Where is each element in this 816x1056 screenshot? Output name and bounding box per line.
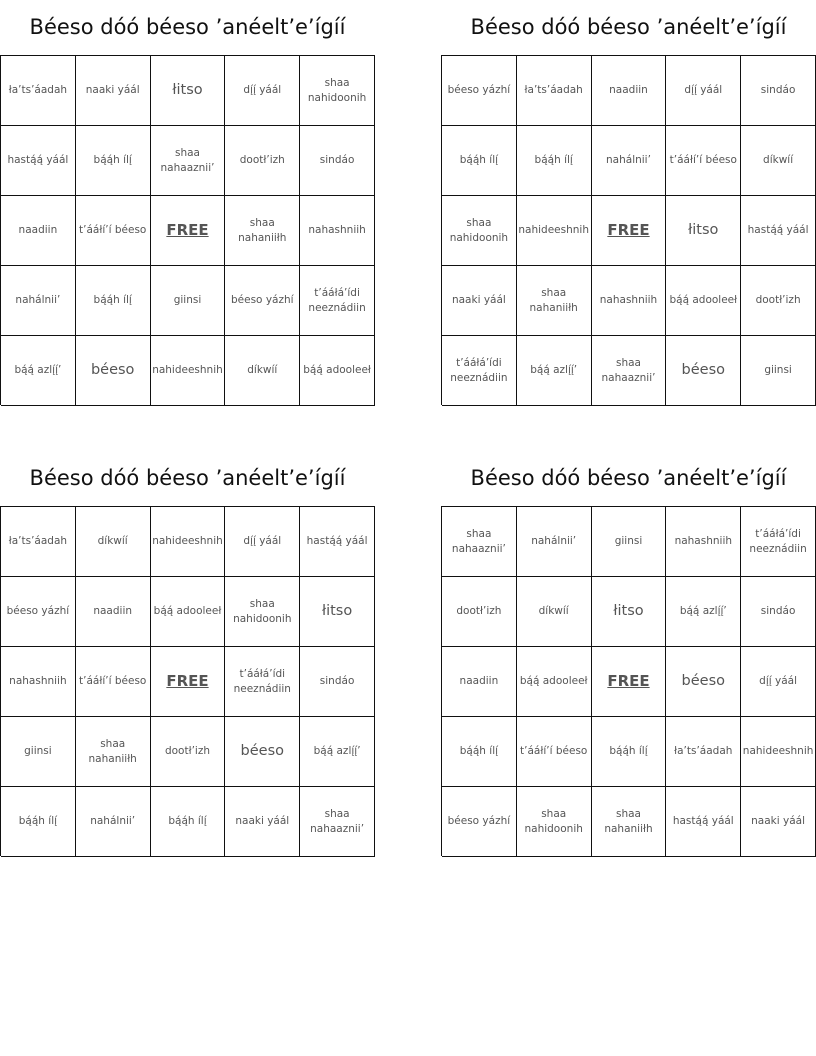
bingo-cell: shaa nahaniiłh xyxy=(76,717,151,787)
free-space-cell: FREE xyxy=(151,647,226,717)
bingo-cell: béeso xyxy=(666,647,741,717)
bingo-cell: bą́ą́h ílį́ xyxy=(76,126,151,196)
bingo-cell: sindáo xyxy=(300,126,375,196)
bingo-cell: nahideeshnih xyxy=(741,717,816,787)
bingo-cell: shaa nahidoonih xyxy=(442,196,517,266)
bingo-cell: hastą́ą́ yáál xyxy=(666,787,741,857)
bingo-cell: t’ááłá’ídi neeznádiin xyxy=(300,266,375,336)
bingo-cell: dootł’izh xyxy=(741,266,816,336)
bingo-grid xyxy=(0,506,375,856)
bingo-cell: nahálnii’ xyxy=(1,266,76,336)
bingo-cell: shaa nahaniiłh xyxy=(225,196,300,266)
bingo-cell: nahashniih xyxy=(666,507,741,577)
free-space-cell: FREE xyxy=(151,196,226,266)
bingo-cell: bą́ą́h ílį́ xyxy=(442,717,517,787)
bingo-cell: hastą́ą́ yáál xyxy=(1,126,76,196)
bingo-cell: nahashniih xyxy=(300,196,375,266)
bingo-cell: nahideeshnih xyxy=(151,507,226,577)
card-title: Béeso dóó béeso ’anéelt’e’ígíí xyxy=(29,15,346,39)
bingo-cell: t’ááłí’í béeso xyxy=(666,126,741,196)
bingo-cell: béeso xyxy=(225,717,300,787)
bingo-cell: béeso yázhí xyxy=(1,577,76,647)
bingo-cell: bą́ą́h ílį́ xyxy=(517,126,592,196)
bingo-cell: łitso xyxy=(666,196,741,266)
bingo-card-4 xyxy=(441,451,816,856)
bingo-card-2 xyxy=(441,0,816,405)
bingo-cell: bą́ą́h ílį́ xyxy=(76,266,151,336)
bingo-cell: giinsi xyxy=(741,336,816,406)
bingo-cell: t’ááłí’í béeso xyxy=(76,196,151,266)
bingo-cell: naadiin xyxy=(76,577,151,647)
bingo-cell: ła’ts’áadah xyxy=(517,56,592,126)
bingo-cell: bą́ą́ azlį́į́’ xyxy=(300,717,375,787)
bingo-cell: giinsi xyxy=(151,266,226,336)
bingo-cell: shaa nahidoonih xyxy=(225,577,300,647)
bingo-cell: sindáo xyxy=(741,56,816,126)
bingo-cell: bą́ą́h ílį́ xyxy=(442,126,517,196)
bingo-cell: shaa nahidoonih xyxy=(300,56,375,126)
bingo-cell: naaki yáál xyxy=(442,266,517,336)
bingo-cell: shaa nahaaznii’ xyxy=(592,336,667,406)
bingo-cell: shaa nahaniiłh xyxy=(517,266,592,336)
bingo-cell: béeso yázhí xyxy=(442,787,517,857)
bingo-cell: shaa nahaniiłh xyxy=(592,787,667,857)
bingo-cell: giinsi xyxy=(592,507,667,577)
bingo-cell: bą́ą́h ílį́ xyxy=(151,787,226,857)
bingo-cell: dį́į́ yáál xyxy=(741,647,816,717)
bingo-cell: béeso xyxy=(666,336,741,406)
bingo-cell: ła’ts’áadah xyxy=(1,56,76,126)
bingo-cell: béeso yázhí xyxy=(225,266,300,336)
bingo-cell: hastą́ą́ yáál xyxy=(741,196,816,266)
card-title: Béeso dóó béeso ’anéelt’e’ígíí xyxy=(470,466,787,490)
bingo-cell: nahashniih xyxy=(1,647,76,717)
card-title: Béeso dóó béeso ’anéelt’e’ígíí xyxy=(29,466,346,490)
bingo-cell: łitso xyxy=(300,577,375,647)
bingo-grid xyxy=(441,506,816,856)
bingo-cell: naadiin xyxy=(592,56,667,126)
bingo-cell: bą́ą́ adooleeł xyxy=(517,647,592,717)
bingo-cell: naaki yáál xyxy=(76,56,151,126)
bingo-cell: giinsi xyxy=(1,717,76,787)
bingo-cell: nahálnii’ xyxy=(517,507,592,577)
bingo-cell: t’ááłí’í béeso xyxy=(76,647,151,717)
free-space-cell: FREE xyxy=(592,196,667,266)
bingo-cell: díkwíí xyxy=(741,126,816,196)
bingo-card-1 xyxy=(0,0,375,405)
bingo-card-3 xyxy=(0,451,375,856)
bingo-cell: łitso xyxy=(592,577,667,647)
free-space-cell: FREE xyxy=(592,647,667,717)
bingo-cell: t’ááłá’ídi neeznádiin xyxy=(741,507,816,577)
bingo-cell: t’ááłá’ídi neeznádiin xyxy=(442,336,517,406)
bingo-cell: dootł’izh xyxy=(225,126,300,196)
bingo-cell: bą́ą́ azlį́į́’ xyxy=(666,577,741,647)
bingo-cell: naadiin xyxy=(1,196,76,266)
bingo-cell: nahideeshnih xyxy=(517,196,592,266)
bingo-cell: nahálnii’ xyxy=(592,126,667,196)
bingo-cell: ła’ts’áadah xyxy=(1,507,76,577)
bingo-cell: sindáo xyxy=(300,647,375,717)
bingo-cell: dį́į́ yáál xyxy=(225,507,300,577)
bingo-cell: díkwíí xyxy=(517,577,592,647)
bingo-grid xyxy=(441,55,816,405)
bingo-cell: bą́ą́ azlį́į́’ xyxy=(1,336,76,406)
bingo-cell: dootł’izh xyxy=(442,577,517,647)
bingo-grid xyxy=(0,55,375,405)
bingo-cell: nahashniih xyxy=(592,266,667,336)
bingo-cell: shaa nahaaznii’ xyxy=(442,507,517,577)
bingo-cell: bą́ą́ adooleeł xyxy=(300,336,375,406)
bingo-cell: naadiin xyxy=(442,647,517,717)
bingo-cell: sindáo xyxy=(741,577,816,647)
bingo-cell: naaki yáál xyxy=(741,787,816,857)
bingo-cell: bą́ą́ adooleeł xyxy=(666,266,741,336)
bingo-cell: shaa nahidoonih xyxy=(517,787,592,857)
bingo-cell: díkwíí xyxy=(225,336,300,406)
bingo-cell: béeso yázhí xyxy=(442,56,517,126)
bingo-cell: shaa nahaaznii’ xyxy=(300,787,375,857)
bingo-cell: nahálnii’ xyxy=(76,787,151,857)
bingo-cell: bą́ą́h ílį́ xyxy=(592,717,667,787)
bingo-cell: nahideeshnih xyxy=(151,336,226,406)
bingo-cell: béeso xyxy=(76,336,151,406)
bingo-cell: shaa nahaaznii’ xyxy=(151,126,226,196)
bingo-cell: bą́ą́ azlį́į́’ xyxy=(517,336,592,406)
bingo-cell: ła’ts’áadah xyxy=(666,717,741,787)
card-title: Béeso dóó béeso ’anéelt’e’ígíí xyxy=(470,15,787,39)
bingo-cell: t’ááłá’ídi neeznádiin xyxy=(225,647,300,717)
bingo-cell: dį́į́ yáál xyxy=(666,56,741,126)
bingo-cell: łitso xyxy=(151,56,226,126)
bingo-cell: bą́ą́ adooleeł xyxy=(151,577,226,647)
bingo-cell: t’ááłí’í béeso xyxy=(517,717,592,787)
bingo-cell: hastą́ą́ yáál xyxy=(300,507,375,577)
bingo-cell: bą́ą́h ílį́ xyxy=(1,787,76,857)
bingo-cell: dootł’izh xyxy=(151,717,226,787)
bingo-cell: dį́į́ yáál xyxy=(225,56,300,126)
bingo-cell: díkwíí xyxy=(76,507,151,577)
bingo-cell: naaki yáál xyxy=(225,787,300,857)
